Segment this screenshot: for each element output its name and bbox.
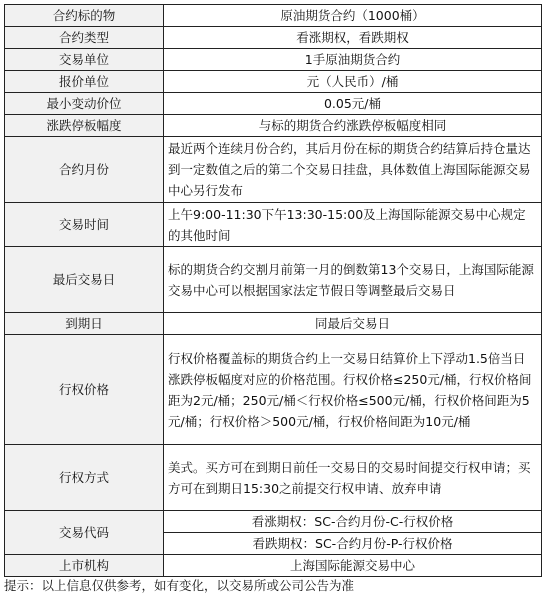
table-row	[5, 445, 542, 511]
row-label-contract-type: 合约类型	[5, 27, 164, 49]
row-value-trading-unit: 1手原油期货合约	[164, 49, 542, 71]
row-label-exercise-style: 行权方式	[5, 445, 164, 511]
table-row	[5, 247, 542, 313]
table-row	[5, 335, 542, 445]
row-label-quote-unit: 报价单位	[5, 71, 164, 93]
table-row	[5, 511, 542, 533]
row-label-trading-hours: 交易时间	[5, 203, 164, 247]
disclaimer-note: 提示：以上信息仅供参考，如有变化，以交易所或公司公告为准	[4, 578, 355, 593]
row-value-trading-code-put: 看跌期权：SC-合约月份-P-行权价格	[164, 533, 542, 555]
row-value-underlying: 原油期货合约（1000桶）	[164, 5, 542, 27]
row-label-expiry-date: 到期日	[5, 313, 164, 335]
row-value-price-limit: 与标的期货合约涨跌停板幅度相同	[164, 115, 542, 137]
table-row	[5, 137, 542, 203]
table-row	[5, 93, 542, 115]
row-value-listing-venue: 上海国际能源交易中心	[164, 555, 542, 577]
table-row	[5, 203, 542, 247]
row-value-contract-type: 看涨期权，看跌期权	[164, 27, 542, 49]
row-label-listing-venue: 上市机构	[5, 555, 164, 577]
table-row	[5, 49, 542, 71]
table-row	[5, 71, 542, 93]
contract-spec-table	[4, 4, 542, 577]
row-value-last-trading-day: 标的期货合约交割月前第一月的倒数第13个交易日，上海国际能源交易中心可以根据国家法定节假日等调整最后交易日	[164, 247, 542, 313]
row-value-contract-months: 最近两个连续月份合约，其后月份在标的期货合约结算后持仓量达到一定数值之后的第二个交易日挂盘，具体数值上海国际能源交易中心另行发布	[164, 137, 542, 203]
row-value-tick-size: 0.05元/桶	[164, 93, 542, 115]
table-row	[5, 5, 542, 27]
row-label-price-limit: 涨跌停板幅度	[5, 115, 164, 137]
table-row	[5, 27, 542, 49]
row-value-expiry-date: 同最后交易日	[164, 313, 542, 335]
row-value-exercise-style: 美式。买方可在到期日前任一交易日的交易时间提交行权申请；买方可在到期日15:30之前提交行权申请、放弃申请	[164, 445, 542, 511]
row-value-trading-code-call: 看涨期权：SC-合约月份-C-行权价格	[164, 511, 542, 533]
row-label-trading-unit: 交易单位	[5, 49, 164, 71]
row-value-quote-unit: 元（人民币）/桶	[164, 71, 542, 93]
row-label-tick-size: 最小变动价位	[5, 93, 164, 115]
row-label-contract-months: 合约月份	[5, 137, 164, 203]
row-label-underlying: 合约标的物	[5, 5, 164, 27]
table-row	[5, 115, 542, 137]
row-label-last-trading-day: 最后交易日	[5, 247, 164, 313]
row-label-trading-code: 交易代码	[5, 511, 164, 555]
row-value-strike-price: 行权价格覆盖标的期货合约上一交易日结算价上下浮动1.5倍当日涨跌停板幅度对应的价格范围。行权价格≤250元/桶，行权价格间距为2元/桶；250元/桶＜行权价格≤500元/桶，行权价格间距为5元/桶；行权价格＞500元/桶，行权价格间距为10元/桶	[164, 335, 542, 445]
table-row	[5, 313, 542, 335]
row-value-trading-hours: 上午9:00-11:30下午13:30-15:00及上海国际能源交易中心规定的其他时间	[164, 203, 542, 247]
row-label-strike-price: 行权价格	[5, 335, 164, 445]
table-row	[5, 555, 542, 577]
